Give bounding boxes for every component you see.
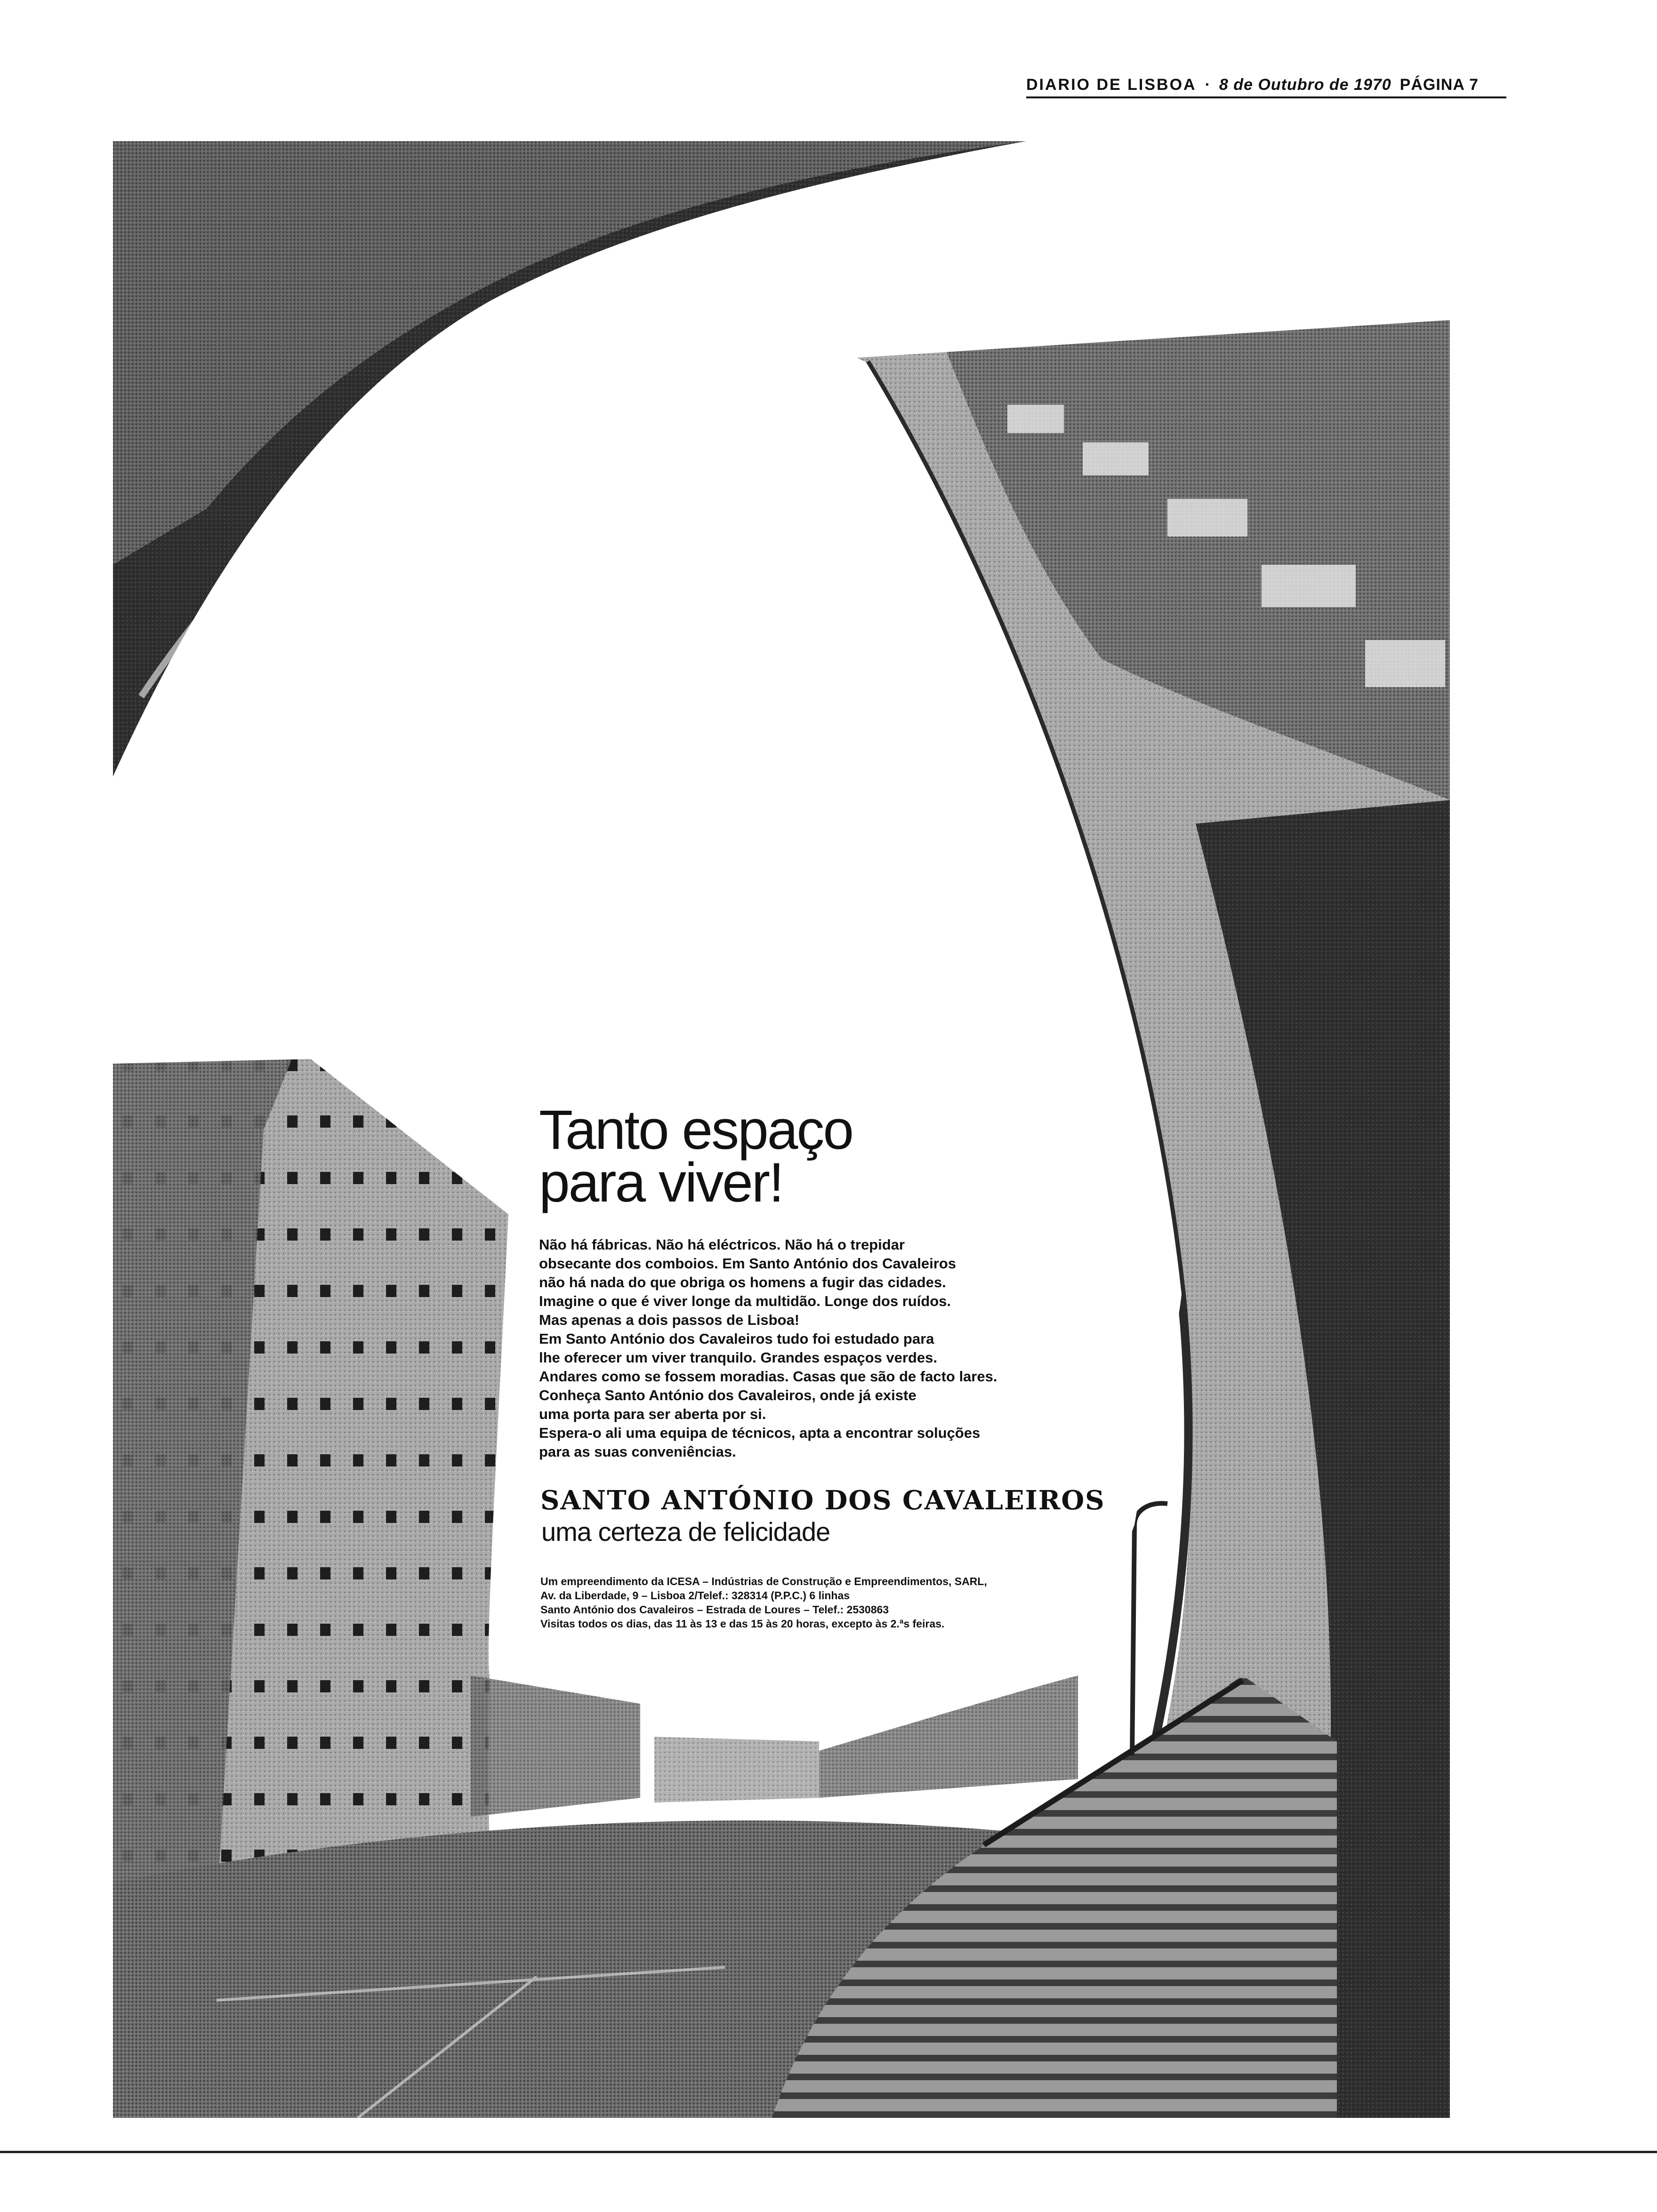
masthead-separator: · bbox=[1205, 75, 1211, 94]
newspaper-name: DIARIO DE LISBOA bbox=[1026, 75, 1197, 94]
page-number: PÁGINA 7 bbox=[1400, 75, 1479, 94]
ad-headline bbox=[539, 1099, 963, 1214]
masthead bbox=[1026, 73, 1506, 96]
masthead-rule bbox=[1026, 96, 1506, 98]
ad-credits bbox=[540, 1574, 1105, 1631]
body-line: lhe oferecer um viver tranquilo. Grandes espaços verdes. bbox=[539, 1349, 937, 1366]
body-line: Andares como se fossem moradias. Casas que são de facto lares. bbox=[539, 1368, 997, 1385]
credit-line: Visitas todos os dias, das 11 às 13 e das 15 às 20 horas, excepto às 2.ªs feiras. bbox=[540, 1618, 945, 1630]
distant-buildings-2 bbox=[654, 1737, 819, 1803]
headline-line-2: para viver! bbox=[539, 1152, 783, 1214]
body-line: Conheça Santo António dos Cavaleiros, onde já existe bbox=[539, 1387, 917, 1403]
credit-line: Um empreendimento da ICESA – Indústrias de Construção e Empreendimentos, SARL, bbox=[540, 1575, 987, 1587]
body-line: Mas apenas a dois passos de Lisboa! bbox=[539, 1312, 800, 1328]
credit-line: Santo António dos Cavaleiros – Estrada de Loures – Telef.: 2530863 bbox=[540, 1603, 889, 1616]
body-line: Não há fábricas. Não há eléctricos. Não há o trepidar bbox=[539, 1236, 905, 1253]
page-bottom-rule bbox=[0, 2151, 1657, 2153]
headline-line-1: Tanto espaço bbox=[539, 1099, 853, 1161]
credit-line: Av. da Liberdade, 9 – Lisboa 2/Telef.: 328314 (P.P.C.) 6 linhas bbox=[540, 1589, 850, 1602]
body-line: Espera-o ali uma equipa de técnicos, apta a encontrar soluções bbox=[539, 1425, 981, 1441]
issue-date: 8 de Outubro de 1970 bbox=[1219, 75, 1392, 94]
body-line: para as suas conveniências. bbox=[539, 1443, 736, 1460]
ad-body-copy bbox=[539, 1235, 1132, 1461]
brand-name: SANTO ANTÓNIO DOS CAVALEIROS bbox=[540, 1485, 1105, 1516]
brand-tagline: uma certeza de felicidade bbox=[541, 1517, 830, 1547]
body-line: obsecante dos comboios. Em Santo António dos Cavaleiros bbox=[539, 1255, 956, 1272]
body-line: Imagine o que é viver longe da multidão. Longe dos ruídos. bbox=[539, 1293, 951, 1309]
body-line: Em Santo António dos Cavaleiros tudo foi estudado para bbox=[539, 1330, 934, 1347]
body-line: uma porta para ser aberta por si. bbox=[539, 1406, 766, 1422]
body-line: não há nada do que obriga os homens a fugir das cidades. bbox=[539, 1274, 946, 1290]
